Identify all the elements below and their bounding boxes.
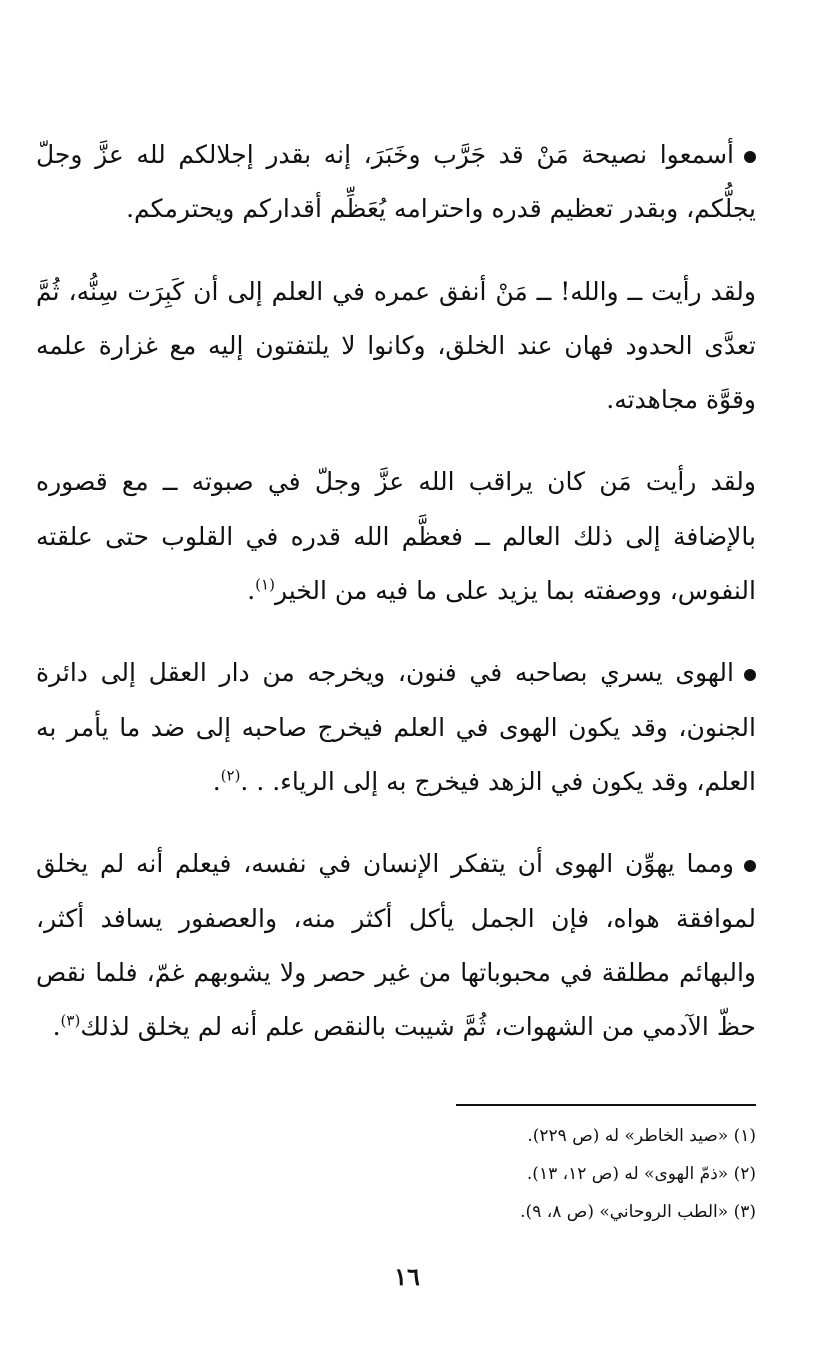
footnote-3: (٣) «الطب الروحاني» (ص ٨، ٩). (520, 1202, 756, 1222)
paragraph-tail: . (247, 576, 256, 606)
footnote-reference[interactable]: (٢) (220, 766, 241, 785)
footnote-1: (١) «صيد الخاطر» له (ص ٢٢٩). (527, 1126, 756, 1146)
bullet-icon (744, 860, 756, 872)
page-number: ١٦ (394, 1262, 420, 1291)
footnote-reference[interactable]: (١) (255, 575, 275, 594)
footnotes (300, 1117, 756, 1231)
paragraph-text: ولقد رأيت ــ والله! ــ مَنْ أنفق عمره في العلم إلى أن كَبِرَت سِنُّه، ثُمَّ تعدَّى الحدود فهان عند الخلق، وكانوا لا يلتفتون إليه مع غزارة علمه وقوَّة مجاهدته. (36, 276, 756, 415)
bullet-icon (744, 151, 756, 163)
paragraph-text: ولقد رأيت مَن كان يراقب الله عزَّ وجلّ في صبوته ــ مع قصوره بالإضافة إلى ذلك العالم ــ فعظَّم الله قدره في القلوب حتى علقته النفوس، ووصفته بما يزيد على ما فيه من الخير (36, 467, 756, 606)
footnote-divider (456, 1104, 756, 1106)
paragraph-5 (36, 837, 756, 1054)
main-text (36, 128, 756, 1082)
paragraph-3 (36, 455, 756, 618)
paragraph-4 (36, 646, 756, 809)
bullet-icon (744, 669, 756, 681)
paragraph-text: الهوى يسري بصاحبه في فنون، ويخرجه من دار العقل إلى دائرة الجنون، وقد يكون الهوى في العلم فيخرج صاحبه إلى ضد ما يأمر به العلم، وقد يكون في الزهد فيخرج به إلى الرياء. . . (36, 658, 756, 796)
paragraph-1 (36, 128, 756, 237)
footnote-2: (٢) «ذمّ الهوى» له (ص ١٢، ١٣). (526, 1164, 756, 1184)
paragraph-tail: . (52, 1012, 61, 1042)
paragraph-tail: . (212, 766, 221, 796)
paragraph-2 (36, 265, 756, 428)
paragraph-text: أسمعوا نصيحة مَنْ قد جَرَّب وخَبَرَ، إنه بقدر إجلالكم لله عزَّ وجلّ يجلُّكم، وبقدر تعظيم قدره واحترامه يُعَظِّم أقداركم ويحترمكم. (36, 140, 756, 224)
paragraph-text: ومما يهوِّن الهوى أن يتفكر الإنسان في نفسه، فيعلم أنه لم يخلق لموافقة هواه، فإن الجمل يأكل أكثر منه، والعصفور يسافد أكثر، والبهائم مطلقة في محبوباتها من غير حصر ولا يشوبهم غمّ، فلما نقص حظّ الآدمي من الشهوات، ثُمَّ شيبت بالنقص علم أنه لم يخلق لذلك (36, 849, 756, 1042)
footnote-reference[interactable]: (٣) (60, 1011, 81, 1030)
